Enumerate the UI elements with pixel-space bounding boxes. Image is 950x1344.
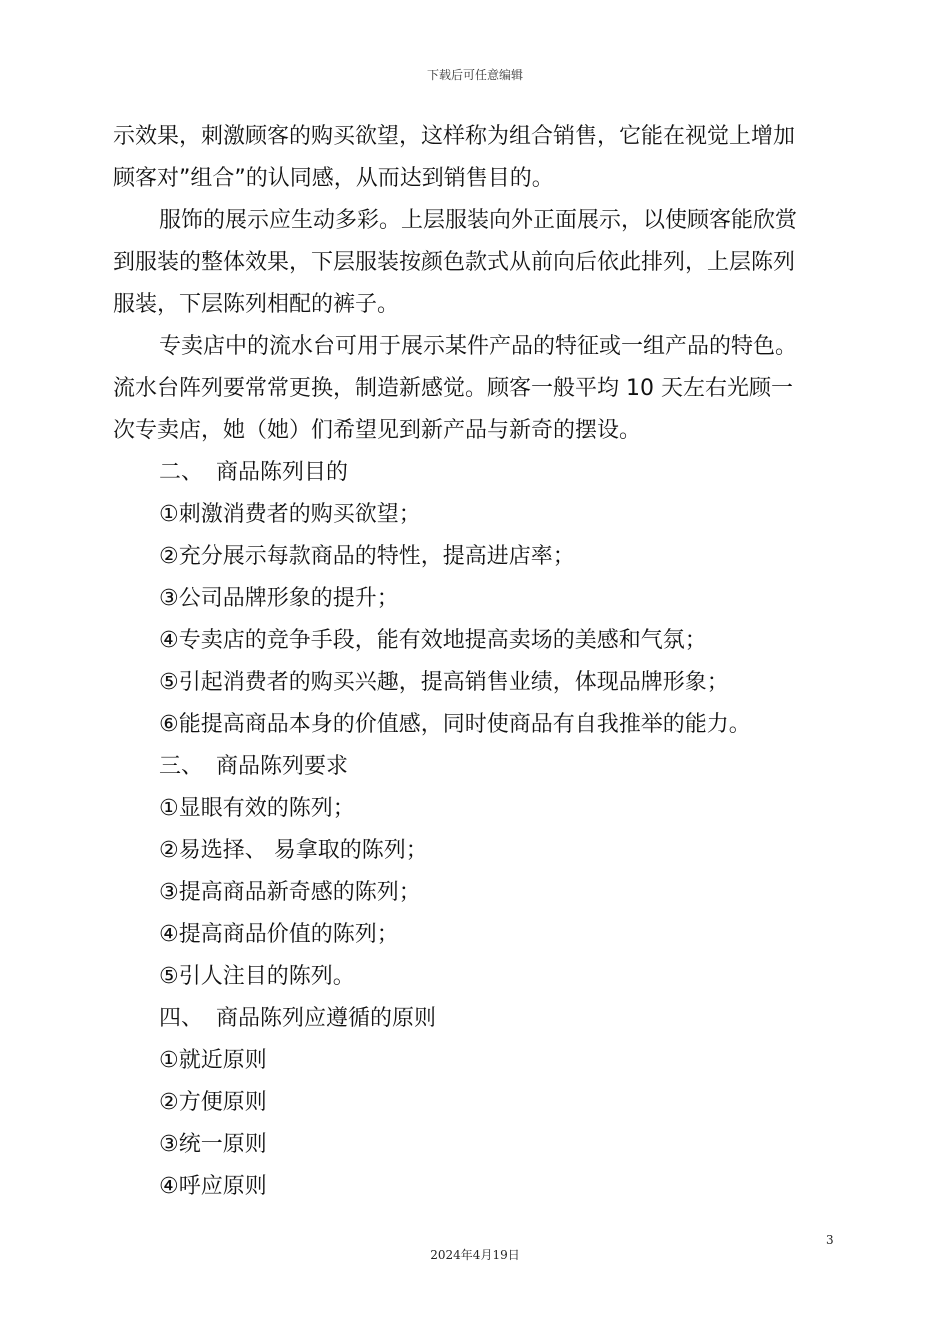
section-number: 四、 — [159, 1006, 204, 1031]
list-item: ⑥能提高商品本身的价值感，同时使商品有自我推举的能力。 — [159, 712, 751, 737]
list-item: ①就近原则 — [159, 1048, 267, 1073]
paragraph-apparel-display — [113, 200, 838, 326]
paragraph-line: 示效果，刺激顾客的购买欲望，这样称为组合销售，它能在视觉上增加 — [113, 124, 796, 149]
section-heading — [113, 452, 838, 494]
section-title: 商品陈列要求 — [216, 754, 349, 779]
list-item: ③统一原则 — [159, 1132, 267, 1157]
document-body — [113, 116, 838, 1208]
section-number: 三、 — [159, 754, 204, 779]
list-item: ②充分展示每款商品的特性，提高进店率； — [159, 544, 575, 569]
section-heading — [113, 746, 838, 788]
paragraph-line: 服装，下层陈列相配的裤子。 — [113, 292, 400, 317]
section-number: 二、 — [159, 460, 204, 485]
list-item: ②易选择、 易拿取的陈列； — [159, 838, 428, 863]
list-item: ③提高商品新奇感的陈列； — [159, 880, 421, 905]
paragraph-line: 流水台阵列要常常更换，制造新感觉。顾客一般平均 10 天左右光顾一 — [113, 376, 793, 401]
list-item: ⑤引人注目的陈列。 — [159, 964, 355, 989]
paragraph-line: 服饰的展示应生动多彩。上层服装向外正面展示，以使顾客能欣赏 — [159, 208, 798, 233]
list-item: ①刺激消费者的购买欲望； — [159, 502, 421, 527]
section-display-requirements — [113, 746, 838, 998]
paragraph-combo-sales — [113, 116, 838, 200]
page-number: 3 — [826, 1233, 834, 1247]
list-item: ④提高商品价值的陈列； — [159, 922, 399, 947]
paragraph-line: 顾客对”组合”的认同感，从而达到销售目的。 — [113, 166, 554, 191]
list-item: ⑤引起消费者的购买兴趣，提高销售业绩，体现品牌形象； — [159, 670, 729, 695]
section-display-principles — [113, 998, 838, 1208]
page-header: 下载后可任意编辑 — [426, 68, 523, 82]
list-item: ③公司品牌形象的提升； — [159, 586, 399, 611]
list-item: ④呼应原则 — [159, 1174, 267, 1199]
paragraph-display-table — [113, 326, 838, 452]
section-title: 商品陈列应遵循的原则 — [216, 1006, 437, 1031]
list-item: ②方便原则 — [159, 1090, 267, 1115]
list-item: ①显眼有效的陈列； — [159, 796, 355, 821]
section-title: 商品陈列目的 — [216, 460, 349, 485]
paragraph-line: 专卖店中的流水台可用于展示某件产品的特征或一组产品的特色。 — [159, 334, 798, 359]
paragraph-line: 次专卖店，她（她）们希望见到新产品与新奇的摆设。 — [113, 418, 642, 443]
paragraph-line: 到服装的整体效果，下层服装按颜色款式从前向后依此排列，上层陈列 — [113, 250, 796, 275]
section-heading — [113, 998, 838, 1040]
footer-date: 2024年4月19日 — [430, 1248, 520, 1262]
list-item: ④专卖店的竞争手段，能有效地提高卖场的美感和气氛； — [159, 628, 707, 653]
section-display-purpose — [113, 452, 838, 746]
